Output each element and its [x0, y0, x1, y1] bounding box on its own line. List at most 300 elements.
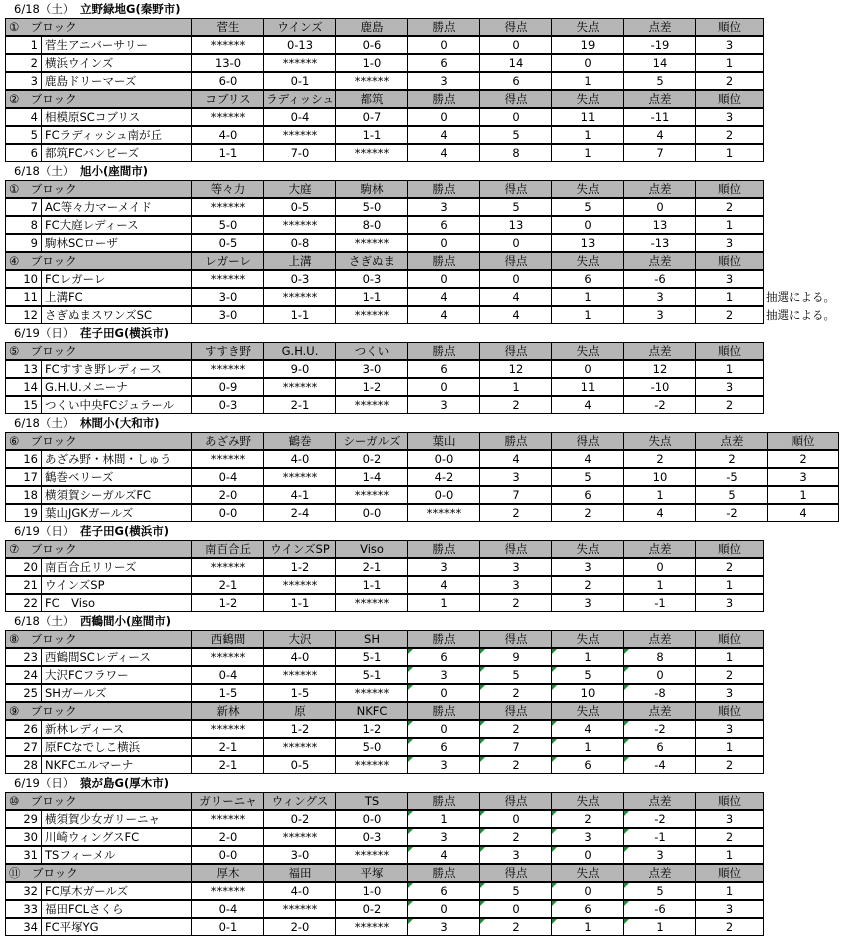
stat-value: 8 — [479, 144, 552, 162]
table-row — [5, 270, 764, 288]
stat-value: 1 — [695, 648, 764, 666]
match-result: ****** — [263, 828, 336, 846]
team-number: 14 — [5, 378, 42, 396]
team-name: 横須賀少女ガリーニャ — [41, 810, 192, 828]
match-result: 2-1 — [263, 396, 336, 414]
match-result: 4-2 — [407, 468, 480, 486]
stat-value: 5 — [479, 198, 552, 216]
stat-value: 0 — [479, 900, 552, 918]
match-result: ****** — [335, 306, 408, 324]
match-result: 5-0 — [335, 738, 408, 756]
stat-value: 1 — [551, 144, 624, 162]
stat-value: 1 — [551, 648, 624, 666]
stat-value: 0 — [479, 234, 552, 252]
stat-value: 2 — [695, 450, 768, 468]
match-result: 0-4 — [191, 468, 264, 486]
opponent-header: 葉山 — [407, 432, 480, 450]
match-result: ****** — [263, 378, 336, 396]
stat-header: 点差 — [623, 864, 696, 882]
table-row — [5, 108, 764, 126]
match-result: ****** — [191, 810, 264, 828]
stat-header: 勝点 — [407, 792, 480, 810]
stat-header: 順位 — [695, 180, 764, 198]
stat-value: 4 — [479, 288, 552, 306]
stat-value: 4 — [407, 126, 480, 144]
block-label: ⑤ ブロック — [5, 342, 192, 360]
match-result: 0-2 — [263, 810, 336, 828]
stat-value: 6 — [407, 738, 480, 756]
match-result: 0-0 — [191, 846, 264, 864]
match-result: 1-0 — [335, 882, 408, 900]
match-result: 2-1 — [191, 738, 264, 756]
stat-value: 3 — [407, 828, 480, 846]
team-number: 19 — [5, 504, 42, 522]
match-result: ****** — [263, 54, 336, 72]
team-name: 西鶴間SCレディース — [41, 648, 192, 666]
stat-value: 0 — [479, 270, 552, 288]
stat-value: 6 — [407, 360, 480, 378]
stat-value: 0 — [479, 108, 552, 126]
match-result: 0-5 — [263, 756, 336, 774]
stat-value: 1 — [695, 216, 764, 234]
stat-header: 得点 — [479, 792, 552, 810]
stat-value: 1 — [623, 918, 696, 936]
section-date: 6/19（日） — [14, 776, 75, 790]
match-result: 4-0 — [263, 450, 336, 468]
stat-value: 2 — [551, 810, 624, 828]
match-result: 2-0 — [191, 828, 264, 846]
stat-value: 14 — [479, 54, 552, 72]
match-result: ****** — [191, 720, 264, 738]
stat-header: 点差 — [623, 540, 696, 558]
section-date: 6/18（土） — [14, 416, 75, 430]
stat-value: -6 — [623, 270, 696, 288]
match-result: 2-4 — [263, 504, 336, 522]
match-result: ****** — [335, 684, 408, 702]
stat-value: 5 — [551, 198, 624, 216]
team-number: 20 — [5, 558, 42, 576]
stat-value: 1 — [695, 144, 764, 162]
stat-header: 得点 — [551, 432, 624, 450]
stat-value: 2 — [695, 306, 764, 324]
team-number: 16 — [5, 450, 42, 468]
stat-value: 2 — [695, 396, 764, 414]
stat-value: 1 — [767, 486, 839, 504]
match-result: 0-3 — [335, 270, 408, 288]
match-result: 1-0 — [335, 54, 408, 72]
match-result: ****** — [263, 216, 336, 234]
opponent-header: 駒林 — [335, 180, 408, 198]
section-venue: 猿が島G(厚木市) — [80, 776, 169, 790]
opponent-header: すすき野 — [191, 342, 264, 360]
match-result: ****** — [335, 486, 408, 504]
stat-value: 3 — [695, 900, 764, 918]
stat-value: 3 — [407, 756, 480, 774]
stat-header: 順位 — [695, 792, 764, 810]
stat-value: 3 — [695, 234, 764, 252]
section-date: 6/19（日） — [14, 326, 75, 340]
stat-value: 5 — [479, 882, 552, 900]
match-result: 2-1 — [191, 756, 264, 774]
stat-value: 0 — [407, 720, 480, 738]
section-date: 6/18（土） — [14, 2, 75, 16]
block-label: ⑥ ブロック — [5, 432, 192, 450]
stat-header: 順位 — [695, 342, 764, 360]
table-row — [5, 450, 839, 468]
section-title — [14, 522, 169, 540]
opponent-header: ウィングス — [263, 792, 336, 810]
stat-value: 3 — [695, 720, 764, 738]
block-header-row — [5, 864, 764, 882]
stat-value: 4 — [623, 126, 696, 144]
stat-value: 6 — [407, 216, 480, 234]
stat-header: 得点 — [479, 702, 552, 720]
team-name: あざみ野・林間・しゅう — [41, 450, 192, 468]
stat-value: 3 — [407, 558, 480, 576]
match-result: 1-2 — [335, 378, 408, 396]
match-result: ****** — [335, 846, 408, 864]
table-row — [5, 810, 764, 828]
stat-value: 1 — [695, 288, 764, 306]
block-header-row — [5, 18, 764, 36]
opponent-header: NKFC — [335, 702, 408, 720]
stat-header: 失点 — [551, 630, 624, 648]
section-venue: 荏子田G(横浜市) — [80, 524, 169, 538]
team-name: 新林レディース — [41, 720, 192, 738]
stat-value: 3 — [695, 810, 764, 828]
match-result: 3-0 — [191, 306, 264, 324]
stat-value: 4 — [407, 144, 480, 162]
stat-value: 4 — [407, 576, 480, 594]
stat-value: 1 — [623, 486, 696, 504]
match-result: ****** — [191, 648, 264, 666]
team-number: 7 — [5, 198, 42, 216]
match-result: 13-0 — [191, 54, 264, 72]
team-name: 南百合丘リリーズ — [41, 558, 192, 576]
team-name: FCラディッシュ南が丘 — [41, 126, 192, 144]
section-date: 6/18（土） — [14, 164, 75, 178]
table-row — [5, 882, 764, 900]
block-header-row — [5, 432, 839, 450]
block-label: ⑩ ブロック — [5, 792, 192, 810]
opponent-header: 大沢 — [263, 630, 336, 648]
opponent-header: ウインズSP — [263, 540, 336, 558]
opponent-header: 福田 — [263, 864, 336, 882]
stat-value: -6 — [623, 900, 696, 918]
team-name: FC厚木ガールズ — [41, 882, 192, 900]
team-name: FCレガーレ — [41, 270, 192, 288]
stat-value: 2 — [479, 684, 552, 702]
stat-header: 順位 — [695, 540, 764, 558]
stat-value: 1 — [551, 126, 624, 144]
match-result: 1-2 — [263, 558, 336, 576]
stat-value: 3 — [695, 36, 764, 54]
stat-value: 2 — [479, 396, 552, 414]
match-result: 1-1 — [335, 126, 408, 144]
team-name: 福田FCLさくら — [41, 900, 192, 918]
match-result: 4-1 — [263, 486, 336, 504]
stat-header: 失点 — [551, 864, 624, 882]
stat-header: 順位 — [695, 630, 764, 648]
opponent-header: Viso — [335, 540, 408, 558]
match-result: 0-5 — [263, 198, 336, 216]
stat-value: 3 — [407, 666, 480, 684]
table-row — [5, 54, 764, 72]
match-result: 1-2 — [191, 594, 264, 612]
stat-header: 得点 — [479, 342, 552, 360]
match-result: 0-6 — [335, 36, 408, 54]
match-result: ****** — [191, 360, 264, 378]
match-result: 2-0 — [263, 918, 336, 936]
match-result: 0-0 — [191, 504, 264, 522]
section-venue: 西鶴間小(座間市) — [80, 614, 172, 628]
team-name: 原FCなでしこ横浜 — [41, 738, 192, 756]
team-number: 8 — [5, 216, 42, 234]
match-result: 5-1 — [335, 666, 408, 684]
team-name: 鶴巻ベリーズ — [41, 468, 192, 486]
stat-value: 0 — [407, 900, 480, 918]
stat-value: 0 — [407, 108, 480, 126]
stat-value: 0 — [623, 666, 696, 684]
stat-value: 2 — [479, 828, 552, 846]
opponent-header: 原 — [263, 702, 336, 720]
table-row — [5, 360, 764, 378]
opponent-header: レガーレ — [191, 252, 264, 270]
team-number: 9 — [5, 234, 42, 252]
stat-value: 2 — [479, 594, 552, 612]
block-label: ② ブロック — [5, 90, 192, 108]
opponent-header: ガリーニャ — [191, 792, 264, 810]
opponent-header: コブリス — [191, 90, 264, 108]
stat-value: 5 — [695, 486, 768, 504]
stat-value: 3 — [479, 468, 552, 486]
team-number: 31 — [5, 846, 42, 864]
table-row — [5, 486, 839, 504]
match-result: 5-0 — [335, 198, 408, 216]
match-result: 6-0 — [191, 72, 264, 90]
match-result: 1-5 — [191, 684, 264, 702]
stat-value: 3 — [479, 846, 552, 864]
opponent-header: SH — [335, 630, 408, 648]
match-result: 0-3 — [191, 396, 264, 414]
team-number: 24 — [5, 666, 42, 684]
stat-value: 6 — [407, 54, 480, 72]
stat-value: 1 — [551, 288, 624, 306]
match-result: 4-0 — [263, 648, 336, 666]
team-number: 34 — [5, 918, 42, 936]
match-result: 2-0 — [191, 486, 264, 504]
team-name: 横須賀シーガルズFC — [41, 486, 192, 504]
team-number: 30 — [5, 828, 42, 846]
match-result: 2-1 — [191, 576, 264, 594]
section-title — [14, 324, 169, 342]
match-result: 0-0 — [407, 450, 480, 468]
opponent-header: 西鶴間 — [191, 630, 264, 648]
stat-header: 失点 — [551, 180, 624, 198]
stat-value: 2 — [695, 828, 764, 846]
match-result: 1-5 — [263, 684, 336, 702]
team-number: 5 — [5, 126, 42, 144]
match-result: 3-0 — [191, 288, 264, 306]
stat-value: 0 — [407, 234, 480, 252]
table-row — [5, 198, 764, 216]
stat-value: 3 — [479, 576, 552, 594]
match-result: ****** — [191, 36, 264, 54]
match-result: 4-0 — [191, 126, 264, 144]
team-number: 28 — [5, 756, 42, 774]
stat-value: 13 — [479, 216, 552, 234]
stat-value: 2 — [695, 558, 764, 576]
block-header-row — [5, 702, 764, 720]
team-number: 12 — [5, 306, 42, 324]
stat-value: 3 — [551, 558, 624, 576]
stat-value: 2 — [695, 756, 764, 774]
match-result: ****** — [263, 288, 336, 306]
stat-header: 順位 — [695, 18, 764, 36]
match-result: 1-1 — [263, 594, 336, 612]
table-row — [5, 648, 764, 666]
team-number: 32 — [5, 882, 42, 900]
stat-value: 2 — [479, 720, 552, 738]
match-result: 2-1 — [335, 558, 408, 576]
opponent-header: つくい — [335, 342, 408, 360]
stat-value: 5 — [623, 72, 696, 90]
table-row — [5, 288, 764, 306]
team-name: さぎぬまスワンズSC — [41, 306, 192, 324]
match-result: ****** — [335, 396, 408, 414]
opponent-header: 新林 — [191, 702, 264, 720]
block-label: ⑪ ブロック — [5, 864, 192, 882]
table-row — [5, 594, 764, 612]
stat-header: 点差 — [623, 342, 696, 360]
opponent-header: 大庭 — [263, 180, 336, 198]
stat-value: 4 — [551, 396, 624, 414]
stat-header: 点差 — [623, 792, 696, 810]
table-row — [5, 234, 764, 252]
stat-value: 5 — [479, 126, 552, 144]
stat-header: 勝点 — [407, 252, 480, 270]
section-date: 6/19（日） — [14, 524, 75, 538]
stat-value: 1 — [407, 594, 480, 612]
stat-value: 3 — [767, 468, 839, 486]
stat-value: 3 — [407, 396, 480, 414]
stat-header: 点差 — [695, 432, 768, 450]
team-name: FC Viso — [41, 594, 192, 612]
stat-header: 得点 — [479, 180, 552, 198]
stat-value: 4 — [407, 846, 480, 864]
stat-header: 勝点 — [407, 90, 480, 108]
team-number: 25 — [5, 684, 42, 702]
block-header-row — [5, 180, 764, 198]
stat-value: 3 — [623, 288, 696, 306]
match-result: 0-5 — [191, 234, 264, 252]
stat-header: 勝点 — [407, 180, 480, 198]
match-result: ****** — [335, 756, 408, 774]
stat-value: 5 — [551, 468, 624, 486]
team-name: G.H.U.メニーナ — [41, 378, 192, 396]
stat-value: 13 — [623, 216, 696, 234]
match-result: ****** — [407, 504, 480, 522]
stat-header: 勝点 — [407, 342, 480, 360]
lottery-note: 抽選による。 — [766, 308, 835, 322]
match-result: 0-4 — [191, 900, 264, 918]
stat-header: 得点 — [479, 540, 552, 558]
stat-header: 順位 — [695, 864, 764, 882]
stat-value: 4 — [551, 720, 624, 738]
section-venue: 立野緑地G(秦野市) — [80, 2, 181, 16]
stat-value: 0 — [407, 36, 480, 54]
stat-value: -1 — [623, 594, 696, 612]
block-label: ⑨ ブロック — [5, 702, 192, 720]
stat-value: 6 — [623, 738, 696, 756]
stat-value: 3 — [551, 594, 624, 612]
section-title — [14, 774, 169, 792]
table-row — [5, 216, 764, 234]
team-name: 菅生アニバーサリー — [41, 36, 192, 54]
stat-header: 得点 — [479, 252, 552, 270]
match-result: 0-13 — [263, 36, 336, 54]
team-name: 葉山JGKガールズ — [41, 504, 192, 522]
team-name: FC大庭レディース — [41, 216, 192, 234]
stat-header: 得点 — [479, 630, 552, 648]
stat-value: 4 — [407, 288, 480, 306]
table-row — [5, 396, 764, 414]
stat-value: 0 — [551, 882, 624, 900]
stat-value: 1 — [695, 846, 764, 864]
stat-value: 12 — [623, 360, 696, 378]
section-venue: 荏子田G(横浜市) — [80, 326, 169, 340]
stat-header: 失点 — [551, 702, 624, 720]
stat-value: 4 — [479, 306, 552, 324]
table-row — [5, 756, 764, 774]
stat-value: 9 — [479, 648, 552, 666]
opponent-header: シーガルズ — [335, 432, 408, 450]
stat-value: 11 — [551, 378, 624, 396]
stat-value: 13 — [551, 234, 624, 252]
table-row — [5, 558, 764, 576]
match-result: 9-0 — [263, 360, 336, 378]
block-label: ⑧ ブロック — [5, 630, 192, 648]
match-result: ****** — [263, 468, 336, 486]
table-row — [5, 918, 764, 936]
section-date: 6/18（土） — [14, 614, 75, 628]
stat-value: 3 — [407, 198, 480, 216]
match-result: 5-1 — [335, 648, 408, 666]
stat-header: 勝点 — [407, 18, 480, 36]
match-result: 0-7 — [335, 108, 408, 126]
stat-value: 5 — [623, 882, 696, 900]
table-row — [5, 144, 764, 162]
match-result: ****** — [191, 558, 264, 576]
opponent-header: ラディッシュ — [263, 90, 336, 108]
match-result: 1-1 — [335, 576, 408, 594]
stat-header: 得点 — [479, 864, 552, 882]
stat-value: 1 — [623, 576, 696, 594]
match-result: ****** — [263, 666, 336, 684]
stat-value: 11 — [551, 108, 624, 126]
match-result: 0-3 — [335, 828, 408, 846]
stat-value: 2 — [551, 504, 624, 522]
match-result: 0-0 — [335, 810, 408, 828]
team-number: 22 — [5, 594, 42, 612]
team-name: 相模原SCコブリス — [41, 108, 192, 126]
stat-value: 8 — [623, 648, 696, 666]
stat-value: 2 — [479, 504, 552, 522]
stat-value: 0 — [551, 54, 624, 72]
stat-header: 失点 — [551, 540, 624, 558]
stat-value: -10 — [623, 378, 696, 396]
team-number: 21 — [5, 576, 42, 594]
